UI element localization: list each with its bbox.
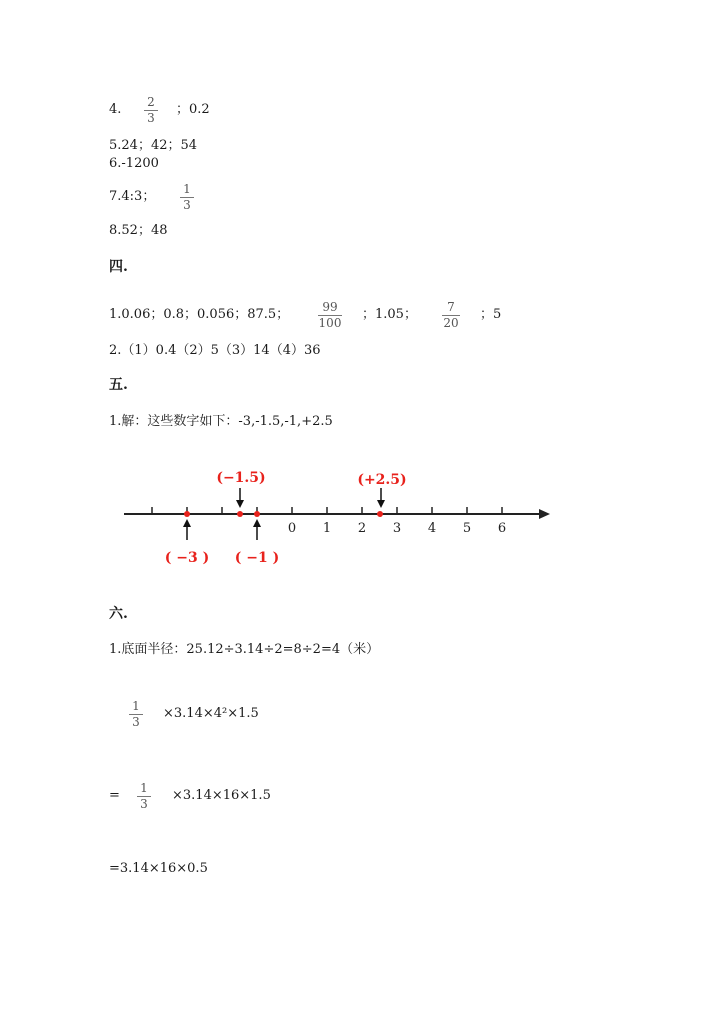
point-plus-2-5: [377, 511, 383, 517]
s4-q1-text-c: ；5: [480, 307, 502, 322]
label-minus-3: ( −3 ): [164, 550, 210, 566]
arrow-up-minus-1-head: [253, 519, 261, 527]
section6-heading: 六.: [109, 606, 128, 622]
label-minus-1: ( −1 ): [234, 550, 280, 566]
q7-frac-denominator: 3: [183, 198, 191, 212]
tick-label-2: 2: [357, 521, 367, 536]
q7-answer: 7.4:3；: [109, 189, 156, 204]
point-minus-3: [184, 511, 190, 517]
label-minus-1-5: (−1.5): [216, 470, 266, 486]
s6-step1-frac-denominator: 3: [132, 715, 140, 729]
tick-label-6: 6: [497, 521, 507, 536]
q4-frac-numerator: 2: [147, 95, 155, 109]
s6-step1-fraction: [129, 700, 143, 729]
s6-step2-frac-numerator: 1: [140, 781, 148, 795]
tick-label-0: 0: [287, 521, 297, 536]
s6-step2-expression: ×3.14×16×1.5: [172, 788, 271, 803]
section4-heading: 四.: [109, 259, 128, 275]
s4-q1-text-b: ；1.05；: [362, 307, 417, 322]
s6-step1-expression: ×3.14×4²×1.5: [163, 706, 259, 721]
s6-q1-answer: 1.底面半径：25.12÷3.14÷2=8÷2=4（米）: [109, 642, 380, 657]
arrow-down-minus-1-5-head: [236, 500, 244, 508]
q4-answer-rest: ；0.2: [176, 102, 210, 117]
arrow-down-plus-2-5-head: [377, 500, 385, 508]
s4-q2-answer: 2.（1）0.4（2）5（3）14（4）36: [109, 343, 321, 358]
s6-step1-frac-numerator: 1: [132, 699, 140, 713]
tick-label-4: 4: [427, 521, 437, 536]
section5-heading: 五.: [109, 377, 128, 393]
q7-frac-numerator: 1: [183, 182, 191, 196]
q5-answer: 5.24；42；54: [109, 138, 198, 153]
point-minus-1: [254, 511, 260, 517]
axis-ticks: [152, 507, 502, 514]
q8-answer: 8.52；48: [109, 223, 168, 238]
s4-frac2-denominator: 20: [443, 316, 459, 330]
tick-label-1: 1: [322, 521, 332, 536]
s4-q1-text-a: 1.0.06；0.8；0.056；87.5；: [109, 307, 290, 322]
q4-number: 4.: [109, 102, 122, 117]
s6-step2-prefix: =: [109, 788, 120, 803]
q6-answer: 6.-1200: [109, 156, 159, 171]
s5-q1-answer: 1.解：这些数字如下：-3,-1.5,-1,+2.5: [109, 414, 333, 429]
tick-label-3: 3: [392, 521, 402, 536]
s4-frac1-numerator: 99: [322, 300, 338, 314]
arrow-up-minus-3-head: [183, 519, 191, 527]
s6-step2-frac-denominator: 3: [140, 797, 148, 811]
axis-arrowhead: [539, 509, 550, 519]
point-minus-1-5: [237, 511, 243, 517]
label-plus-2-5: (+2.5): [357, 472, 407, 488]
s6-step3-expression: =3.14×16×0.5: [109, 861, 208, 876]
s6-step2-fraction: [137, 782, 151, 811]
tick-label-5: 5: [462, 521, 472, 536]
s4-frac2-numerator: 7: [447, 300, 455, 314]
s4-frac1-denominator: 100: [318, 316, 342, 330]
q4-frac-denominator: 3: [147, 111, 155, 125]
